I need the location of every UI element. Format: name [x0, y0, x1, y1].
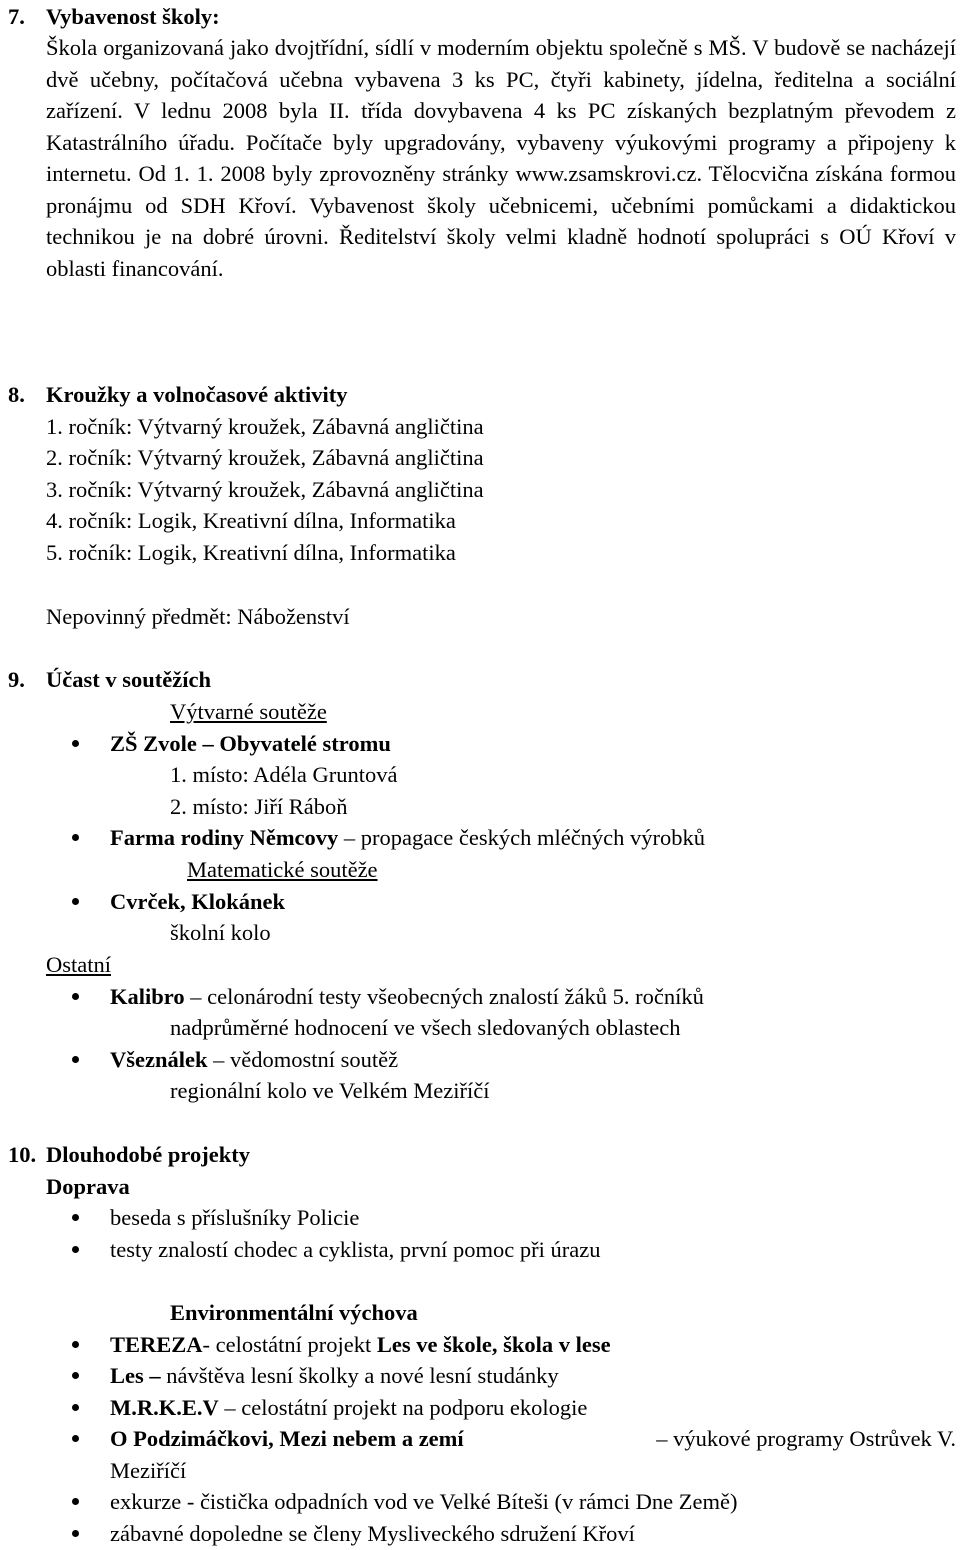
club-line: 4. ročník: Logik, Kreativní dílna, Informatika: [46, 508, 456, 533]
project-les: [110, 1365, 559, 1388]
farma-description: – propagace českých mléčných výrobků: [338, 825, 706, 850]
vseznalek-note: regionální kolo ve Velkém Meziříčí: [170, 1078, 490, 1103]
school-round: školní kolo: [170, 920, 271, 945]
bullet-icon: [72, 1404, 79, 1411]
math-competitions-heading: Matematické soutěže: [187, 857, 378, 882]
competition-farma: [110, 827, 705, 850]
doprava-item: testy znalostí chodec a cyklista, první pomoc při úrazu: [110, 1237, 601, 1262]
podzimackovi-continuation: Meziříčí: [110, 1458, 187, 1483]
club-line: 5. ročník: Logik, Kreativní dílna, Informatika: [46, 540, 456, 565]
club-line: 3. ročník: Výtvarný kroužek, Zábavná angličtina: [46, 477, 484, 502]
kalibro-title: Kalibro: [110, 984, 185, 1009]
kalibro-note: nadprůměrné hodnocení ve všech sledovaných oblastech: [170, 1015, 681, 1040]
bullet-icon: [72, 834, 79, 841]
mrkev-title: M.R.K.E.V: [110, 1395, 219, 1420]
section-10-number: 10.: [8, 1142, 37, 1167]
competition-zs-zvole: ZŠ Zvole – Obyvatelé stromu: [110, 731, 391, 756]
tereza-description: - celostátní projekt: [202, 1332, 377, 1357]
farma-title: Farma rodiny Němcovy: [110, 825, 339, 850]
project-podzimackovi: [110, 1428, 956, 1451]
other-competitions-heading: Ostatní: [46, 952, 111, 977]
section-10-heading: Dlouhodobé projekty: [46, 1142, 250, 1167]
podzimackovi-title: O Podzimáčkovi, Mezi nebem a zemí: [110, 1426, 464, 1451]
tereza-title: TEREZA: [110, 1332, 203, 1357]
project-exkurze: exkurze - čistička odpadních vod ve Velké Bíteši (v rámci Dne Země): [110, 1489, 738, 1514]
bullet-icon: [72, 1246, 79, 1253]
kalibro-description: – celonárodní testy všeobecných znalostí žáků 5. ročníků: [184, 984, 704, 1009]
section-8-number: 8.: [8, 382, 25, 407]
bullet-icon: [72, 1530, 79, 1537]
tereza-project-name: Les ve škole, škola v lese: [376, 1332, 611, 1357]
section-7-paragraph: Škola organizovaná jako dvojtřídní, sídlí v moderním objektu společně s MŠ. V budově se nacházejí dvě učebny, počítačová učebna vybavena 3 ks PC, čtyři kabinety, jídelna, ředitelna a sociální zařízení. V lednu 2008 byla II. třída dovybavena 4 ks PC získaných bezplatným převodem z Katastrálního úřadu. Počítače byly upgradovány, vybaveny výukovými programy a připojeny k internetu. Od 1. 1. 2008 byly zprovozněny stránky www.zsamskrovi.cz. Tělocvična získána formou pronájmu od SDH Křoví. Vybavenost školy učebnicemi, učebními pomůckami a didaktickou technikou je na dobré úrovni. Ředitelství školy velmi kladně hodnotí spolupráci s OÚ Křoví v oblasti financování.: [46, 35, 956, 281]
project-zabavne-dopoledne: zábavné dopoledne se členy Mysliveckého sdružení Křoví: [110, 1521, 635, 1546]
doprava-item: beseda s příslušníky Policie: [110, 1205, 360, 1230]
bullet-icon: [72, 1435, 79, 1442]
project-mrkev: [110, 1397, 587, 1420]
project-tereza: [110, 1334, 611, 1357]
bullet-icon: [72, 740, 79, 747]
bullet-icon: [72, 1372, 79, 1379]
bullet-icon: [72, 993, 79, 1000]
bullet-icon: [72, 1341, 79, 1348]
podzimackovi-description: – výukové programy Ostrůvek V.: [656, 1426, 956, 1451]
section-7-number: 7.: [8, 4, 25, 29]
bullet-icon: [72, 1498, 79, 1505]
section-8-heading: Kroužky a volnočasové aktivity: [46, 382, 348, 407]
competition-cvrcek: Cvrček, Klokánek: [110, 889, 286, 914]
vseznalek-title: Všeználek: [110, 1047, 208, 1072]
club-line: 1. ročník: Výtvarný kroužek, Zábavná angličtina: [46, 414, 484, 439]
bullet-icon: [72, 898, 79, 905]
bullet-icon: [72, 1214, 79, 1221]
doprava-heading: Doprava: [46, 1174, 130, 1199]
vseznalek-description: – vědomostní soutěž: [207, 1047, 399, 1072]
competition-kalibro: [110, 986, 704, 1009]
section-7-heading: Vybavenost školy:: [46, 4, 220, 29]
art-competitions-heading: Výtvarné soutěže: [170, 699, 327, 724]
club-line: 2. ročník: Výtvarný kroužek, Zábavná angličtina: [46, 445, 484, 470]
section-9-heading: Účast v soutěžích: [46, 667, 211, 692]
competition-vseznalek: [110, 1049, 398, 1072]
bullet-icon: [72, 1056, 79, 1063]
mrkev-description: – celostátní projekt na podporu ekologie: [218, 1395, 588, 1420]
optional-subject: Nepovinný předmět: Náboženství: [46, 604, 350, 629]
first-place: 1. místo: Adéla Gruntová: [170, 762, 398, 787]
section-9-number: 9.: [8, 667, 25, 692]
second-place: 2. místo: Jiří Ráboň: [170, 794, 348, 819]
les-description: návštěva lesní školky a nové lesní studánky: [160, 1363, 559, 1388]
les-title: Les –: [110, 1363, 161, 1388]
environmental-heading: Environmentální výchova: [170, 1300, 418, 1325]
